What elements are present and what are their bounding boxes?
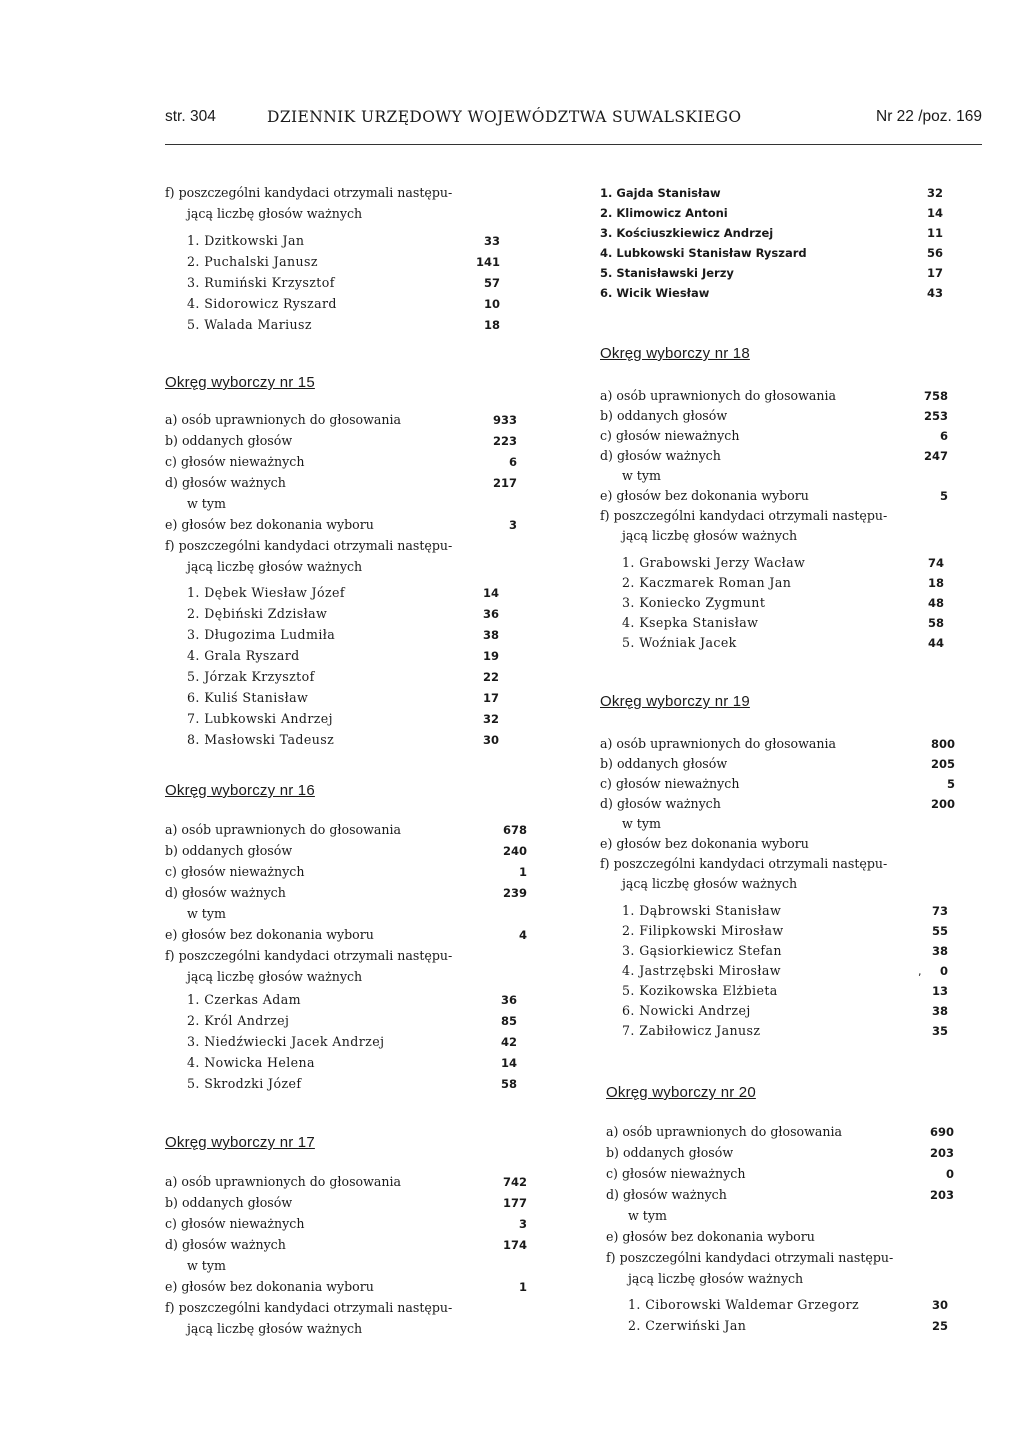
list-item: 1. Dzitkowski Jan 33 (187, 233, 500, 248)
stat-row: a) osób uprawnionych do głosowania 933 (165, 412, 517, 427)
w-tym-label: w tym (187, 496, 226, 511)
list-item: 1. Dębek Wiesław Józef 14 (187, 585, 499, 600)
list-item: 3. Długozima Ludmiła 38 (187, 627, 499, 642)
stat-row: c) głosów nieważnych 6 (165, 454, 517, 469)
stat-row: b) oddanych głosów 203 (606, 1145, 954, 1160)
list-item: 2. Król Andrzej 85 (187, 1013, 517, 1028)
e-line: e) głosów bez dokonania wyboru (606, 1229, 815, 1244)
list-item: 5. Woźniak Jacek 44 (622, 635, 944, 650)
f-line: jącą liczbę głosów ważnych (622, 876, 798, 891)
list-item: 4. Jastrzębski Mirosław 0 (622, 963, 948, 978)
stat-row: b) oddanych głosów 223 (165, 433, 517, 448)
list-item: 2. Czerwiński Jan 25 (628, 1318, 948, 1333)
stat-row: d) głosów ważnych 217 (165, 475, 517, 490)
stat-row: b) oddanych głosów 253 (600, 408, 948, 423)
list-item: 6. Nowicki Andrzej 38 (622, 1003, 948, 1018)
stat-row: b) oddanych głosów 240 (165, 843, 527, 858)
stat-row: a) osób uprawnionych do głosowania 758 (600, 388, 948, 403)
list-item: 5. Walada Mariusz 18 (187, 317, 500, 332)
list-item: 1. Dąbrowski Stanisław 73 (622, 903, 948, 918)
list-item: 3. Rumiński Krzysztof 57 (187, 275, 500, 290)
list-item: 2. Filipkowski Mirosław 55 (622, 923, 948, 938)
list-item: 2. Klimowicz Antoni 14 (600, 206, 943, 220)
f-line: f) poszczególni kandydaci otrzymali następu- (600, 508, 888, 523)
stat-row: b) oddanych głosów 205 (600, 756, 955, 771)
list-item: 4. Grala Ryszard 19 (187, 648, 499, 663)
list-item: 3. Koniecko Zygmunt 48 (622, 595, 944, 610)
section-title: Okręg wyborczy nr 20 (606, 1084, 756, 1101)
f-line: f) poszczególni kandydaci otrzymali następu- (165, 538, 453, 553)
stat-row: a) osób uprawnionych do głosowania 678 (165, 822, 527, 837)
intro-line: jącą liczbę głosów ważnych (187, 206, 363, 221)
stat-row: e) głosów bez dokonania wyboru 4 (165, 927, 527, 942)
list-item: 3. Niedźwiecki Jacek Andrzej 42 (187, 1034, 517, 1049)
list-item: 5. Stanisławski Jerzy 17 (600, 266, 943, 280)
list-item: 5. Kozikowska Elżbieta 13 (622, 983, 948, 998)
stat-row: d) głosów ważnych 200 (600, 796, 955, 811)
stat-row: a) osób uprawnionych do głosowania 800 (600, 736, 955, 751)
stat-row: b) oddanych głosów 177 (165, 1195, 527, 1210)
stray-mark: , (918, 965, 922, 978)
issue-reference: Nr 22 /poz. 169 (876, 108, 982, 125)
f-line: jącą liczbę głosów ważnych (187, 969, 363, 984)
f-line: jącą liczbę głosów ważnych (187, 1321, 363, 1336)
w-tym-label: w tym (628, 1208, 667, 1223)
list-item: 6. Wicik Wiesław 43 (600, 286, 943, 300)
list-item: 5. Skrodzki Józef 58 (187, 1076, 517, 1091)
stat-row: c) głosów nieważnych 6 (600, 428, 948, 443)
f-line: jącą liczbę głosów ważnych (622, 528, 798, 543)
intro-line: f) poszczególni kandydaci otrzymali następu- (165, 185, 453, 200)
w-tym-label: w tym (187, 906, 226, 921)
page-number: str. 304 (165, 108, 216, 125)
list-item: 1. Czerkas Adam 36 (187, 992, 517, 1007)
stat-row: d) głosów ważnych 239 (165, 885, 527, 900)
stat-row: c) głosów nieważnych 0 (606, 1166, 954, 1181)
stat-row: d) głosów ważnych 247 (600, 448, 948, 463)
stat-row: e) głosów bez dokonania wyboru 5 (600, 488, 948, 503)
list-item: 4. Sidorowicz Ryszard 10 (187, 296, 500, 311)
journal-title: DZIENNIK URZĘDOWY WOJEWÓDZTWA SUWALSKIEGO (267, 108, 742, 126)
section-title: Okręg wyborczy nr 19 (600, 693, 750, 710)
w-tym-label: w tym (622, 468, 661, 483)
list-item: 4. Ksepka Stanisław 58 (622, 615, 944, 630)
stat-row: d) głosów ważnych 174 (165, 1237, 527, 1252)
stat-row: c) głosów nieważnych 3 (165, 1216, 527, 1231)
stat-row: a) osób uprawnionych do głosowania 742 (165, 1174, 527, 1189)
header-rule (165, 144, 982, 145)
f-line: f) poszczególni kandydaci otrzymali następu- (600, 856, 888, 871)
f-line: jącą liczbę głosów ważnych (628, 1271, 804, 1286)
stat-row: a) osób uprawnionych do głosowania 690 (606, 1124, 954, 1139)
list-item: 3. Kościuszkiewicz Andrzej 11 (600, 226, 943, 240)
e-line: e) głosów bez dokonania wyboru (600, 836, 809, 851)
list-item: 1. Gajda Stanisław 32 (600, 186, 943, 200)
section-title: Okręg wyborczy nr 16 (165, 782, 315, 799)
list-item: 1. Grabowski Jerzy Wacław 74 (622, 555, 944, 570)
w-tym-label: w tym (187, 1258, 226, 1273)
list-item: 7. Lubkowski Andrzej 32 (187, 711, 499, 726)
w-tym-label: w tym (622, 816, 661, 831)
f-line: jącą liczbę głosów ważnych (187, 559, 363, 574)
f-line: f) poszczególni kandydaci otrzymali następu- (606, 1250, 894, 1265)
section-title: Okręg wyborczy nr 18 (600, 345, 750, 362)
list-item: 7. Zabiłowicz Janusz 35 (622, 1023, 948, 1038)
f-line: f) poszczególni kandydaci otrzymali następu- (165, 948, 453, 963)
list-item: 6. Kuliś Stanisław 17 (187, 690, 499, 705)
list-item: 2. Dębiński Zdzisław 36 (187, 606, 499, 621)
list-item: 2. Puchalski Janusz 141 (187, 254, 500, 269)
list-item: 3. Gąsiorkiewicz Stefan 38 (622, 943, 948, 958)
list-item: 5. Jórzak Krzysztof 22 (187, 669, 499, 684)
list-item: 2. Kaczmarek Roman Jan 18 (622, 575, 944, 590)
list-item: 4. Lubkowski Stanisław Ryszard 56 (600, 246, 943, 260)
stat-row: e) głosów bez dokonania wyboru 1 (165, 1279, 527, 1294)
stat-row: e) głosów bez dokonania wyboru 3 (165, 517, 517, 532)
list-item: 4. Nowicka Helena 14 (187, 1055, 517, 1070)
stat-row: d) głosów ważnych 203 (606, 1187, 954, 1202)
stat-row: c) głosów nieważnych 1 (165, 864, 527, 879)
section-title: Okręg wyborczy nr 15 (165, 374, 315, 391)
f-line: f) poszczególni kandydaci otrzymali następu- (165, 1300, 453, 1315)
list-item: 8. Masłowski Tadeusz 30 (187, 732, 499, 747)
section-title: Okręg wyborczy nr 17 (165, 1134, 315, 1151)
stat-row: c) głosów nieważnych 5 (600, 776, 955, 791)
list-item: 1. Ciborowski Waldemar Grzegorz 30 (628, 1297, 948, 1312)
page-header (165, 108, 982, 138)
